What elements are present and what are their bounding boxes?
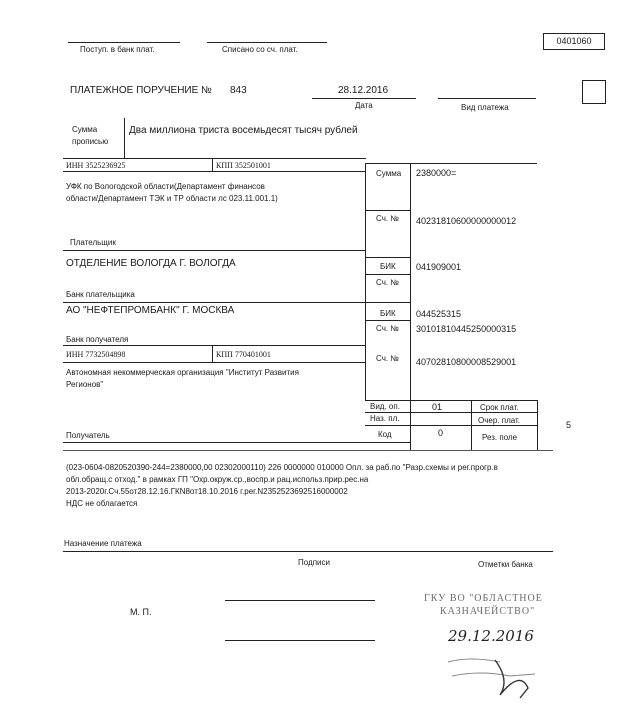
payer-bank-bik-label: БИК: [380, 262, 396, 271]
amount-words-value: Два миллиона триста восемьдесят тысяч рублей: [129, 125, 358, 136]
sum-value: 2380000=: [416, 168, 457, 178]
payer-account-label: Сч. №: [376, 214, 399, 223]
vid-op-value: 01: [432, 402, 443, 412]
stamp-line2: КАЗНАЧЕЙСТВО": [440, 606, 536, 617]
received-in-bank-label: Поступ. в банк плат.: [80, 45, 155, 54]
kod-label: Код: [378, 430, 392, 439]
ocher-value: 5: [566, 420, 572, 430]
signatures-label: Подписи: [298, 558, 330, 567]
srok-label: Срок плат.: [480, 403, 519, 412]
kod-value: 0: [438, 428, 444, 438]
order-date: 28.12.2016: [338, 85, 389, 96]
payer-bank-label: Банк плательщика: [66, 290, 135, 299]
payer-kpp: КПП 352501001: [216, 161, 271, 170]
payee-label: Получатель: [66, 431, 110, 440]
order-number: 843: [230, 85, 247, 96]
order-title: ПЛАТЕЖНОЕ ПОРУЧЕНИЕ №: [70, 85, 212, 96]
payee-bank-label: Банк получателя: [66, 335, 129, 344]
purpose-label: Назначение платежа: [64, 539, 142, 548]
payee-bank-acc-label: Сч. №: [376, 324, 399, 333]
payment-type-label: Вид платежа: [461, 103, 509, 112]
payee-bank-bik: 044525315: [416, 309, 462, 319]
payer-inn: ИНН 3525236925: [66, 161, 126, 170]
stamp-date: 29.12.2016: [448, 627, 534, 645]
amount-words-label-1: Сумма: [72, 125, 98, 134]
rez-label: Рез. поле: [482, 433, 518, 442]
purpose-line2: обл.обращ.с отход." в рамках ГП "Охр.окруж.ср.,воспр.и рац.использ.прир.рес.на: [66, 475, 369, 484]
payee-bank-name: АО "НЕФТЕПРОМБАНК" Г. МОСКВА: [66, 305, 235, 316]
payer-bank-bik: 041909001: [416, 262, 462, 272]
payee-name-line1: Автономная некоммерческая организация "Институт Развития: [66, 368, 299, 377]
payment-type-box: [582, 80, 606, 104]
naz-pl-label: Наз. пл.: [370, 414, 400, 423]
payee-kpp: КПП 770401001: [216, 350, 271, 359]
payer-bank-name: ОТДЕЛЕНИЕ ВОЛОГДА Г. ВОЛОГДА: [66, 258, 236, 269]
mp-label: М. П.: [130, 607, 152, 617]
payer-name-line2: области/Департамент ТЭК и ТР области лс 023.11.001.1): [66, 194, 278, 203]
payer-name-line1: УФК по Вологодской области(Департамент финансов: [66, 182, 265, 191]
vid-op-label: Вид. оп.: [370, 402, 400, 411]
sum-label: Сумма: [376, 169, 402, 178]
purpose-line3: 2013-2020г.Сч.55от28.12.16.ГКN8от18.10.2016 г.рег.N2352523692516000002: [66, 487, 348, 496]
stamp-line1: ГКУ ВО "ОБЛАСТНОЕ: [424, 593, 543, 604]
bank-marks-label: Отметки банка: [478, 560, 533, 569]
ocher-label: Очер. плат.: [478, 416, 521, 425]
payer-account-value: 40231810600000000012: [416, 216, 517, 226]
payee-account-value: 40702810800008529001: [416, 357, 517, 367]
payee-name-line2: Регионов": [66, 380, 104, 389]
form-code: 0401060: [543, 33, 605, 50]
payer-bank-acc-label: Сч. №: [376, 278, 399, 287]
payee-bank-acc: 30101810445250000315: [416, 324, 517, 334]
payee-inn: ИНН 7732504898: [66, 350, 126, 359]
payer-label: Плательщик: [70, 238, 116, 247]
debited-label: Списано со сч. плат.: [222, 45, 298, 54]
payee-account-label: Сч. №: [376, 354, 399, 363]
date-label: Дата: [355, 101, 373, 110]
payee-bank-bik-label: БИК: [380, 309, 396, 318]
signature-mark: [440, 650, 550, 700]
amount-words-label-2: прописью: [72, 137, 109, 146]
purpose-line4: НДС не облагается: [66, 499, 138, 508]
purpose-line1: (023-0604-0820520390-244=2380000,00 02302000110) 226 0000000 010000 Опл. за раб.по "Разр.схемы и рег.прогр.в: [66, 463, 498, 472]
